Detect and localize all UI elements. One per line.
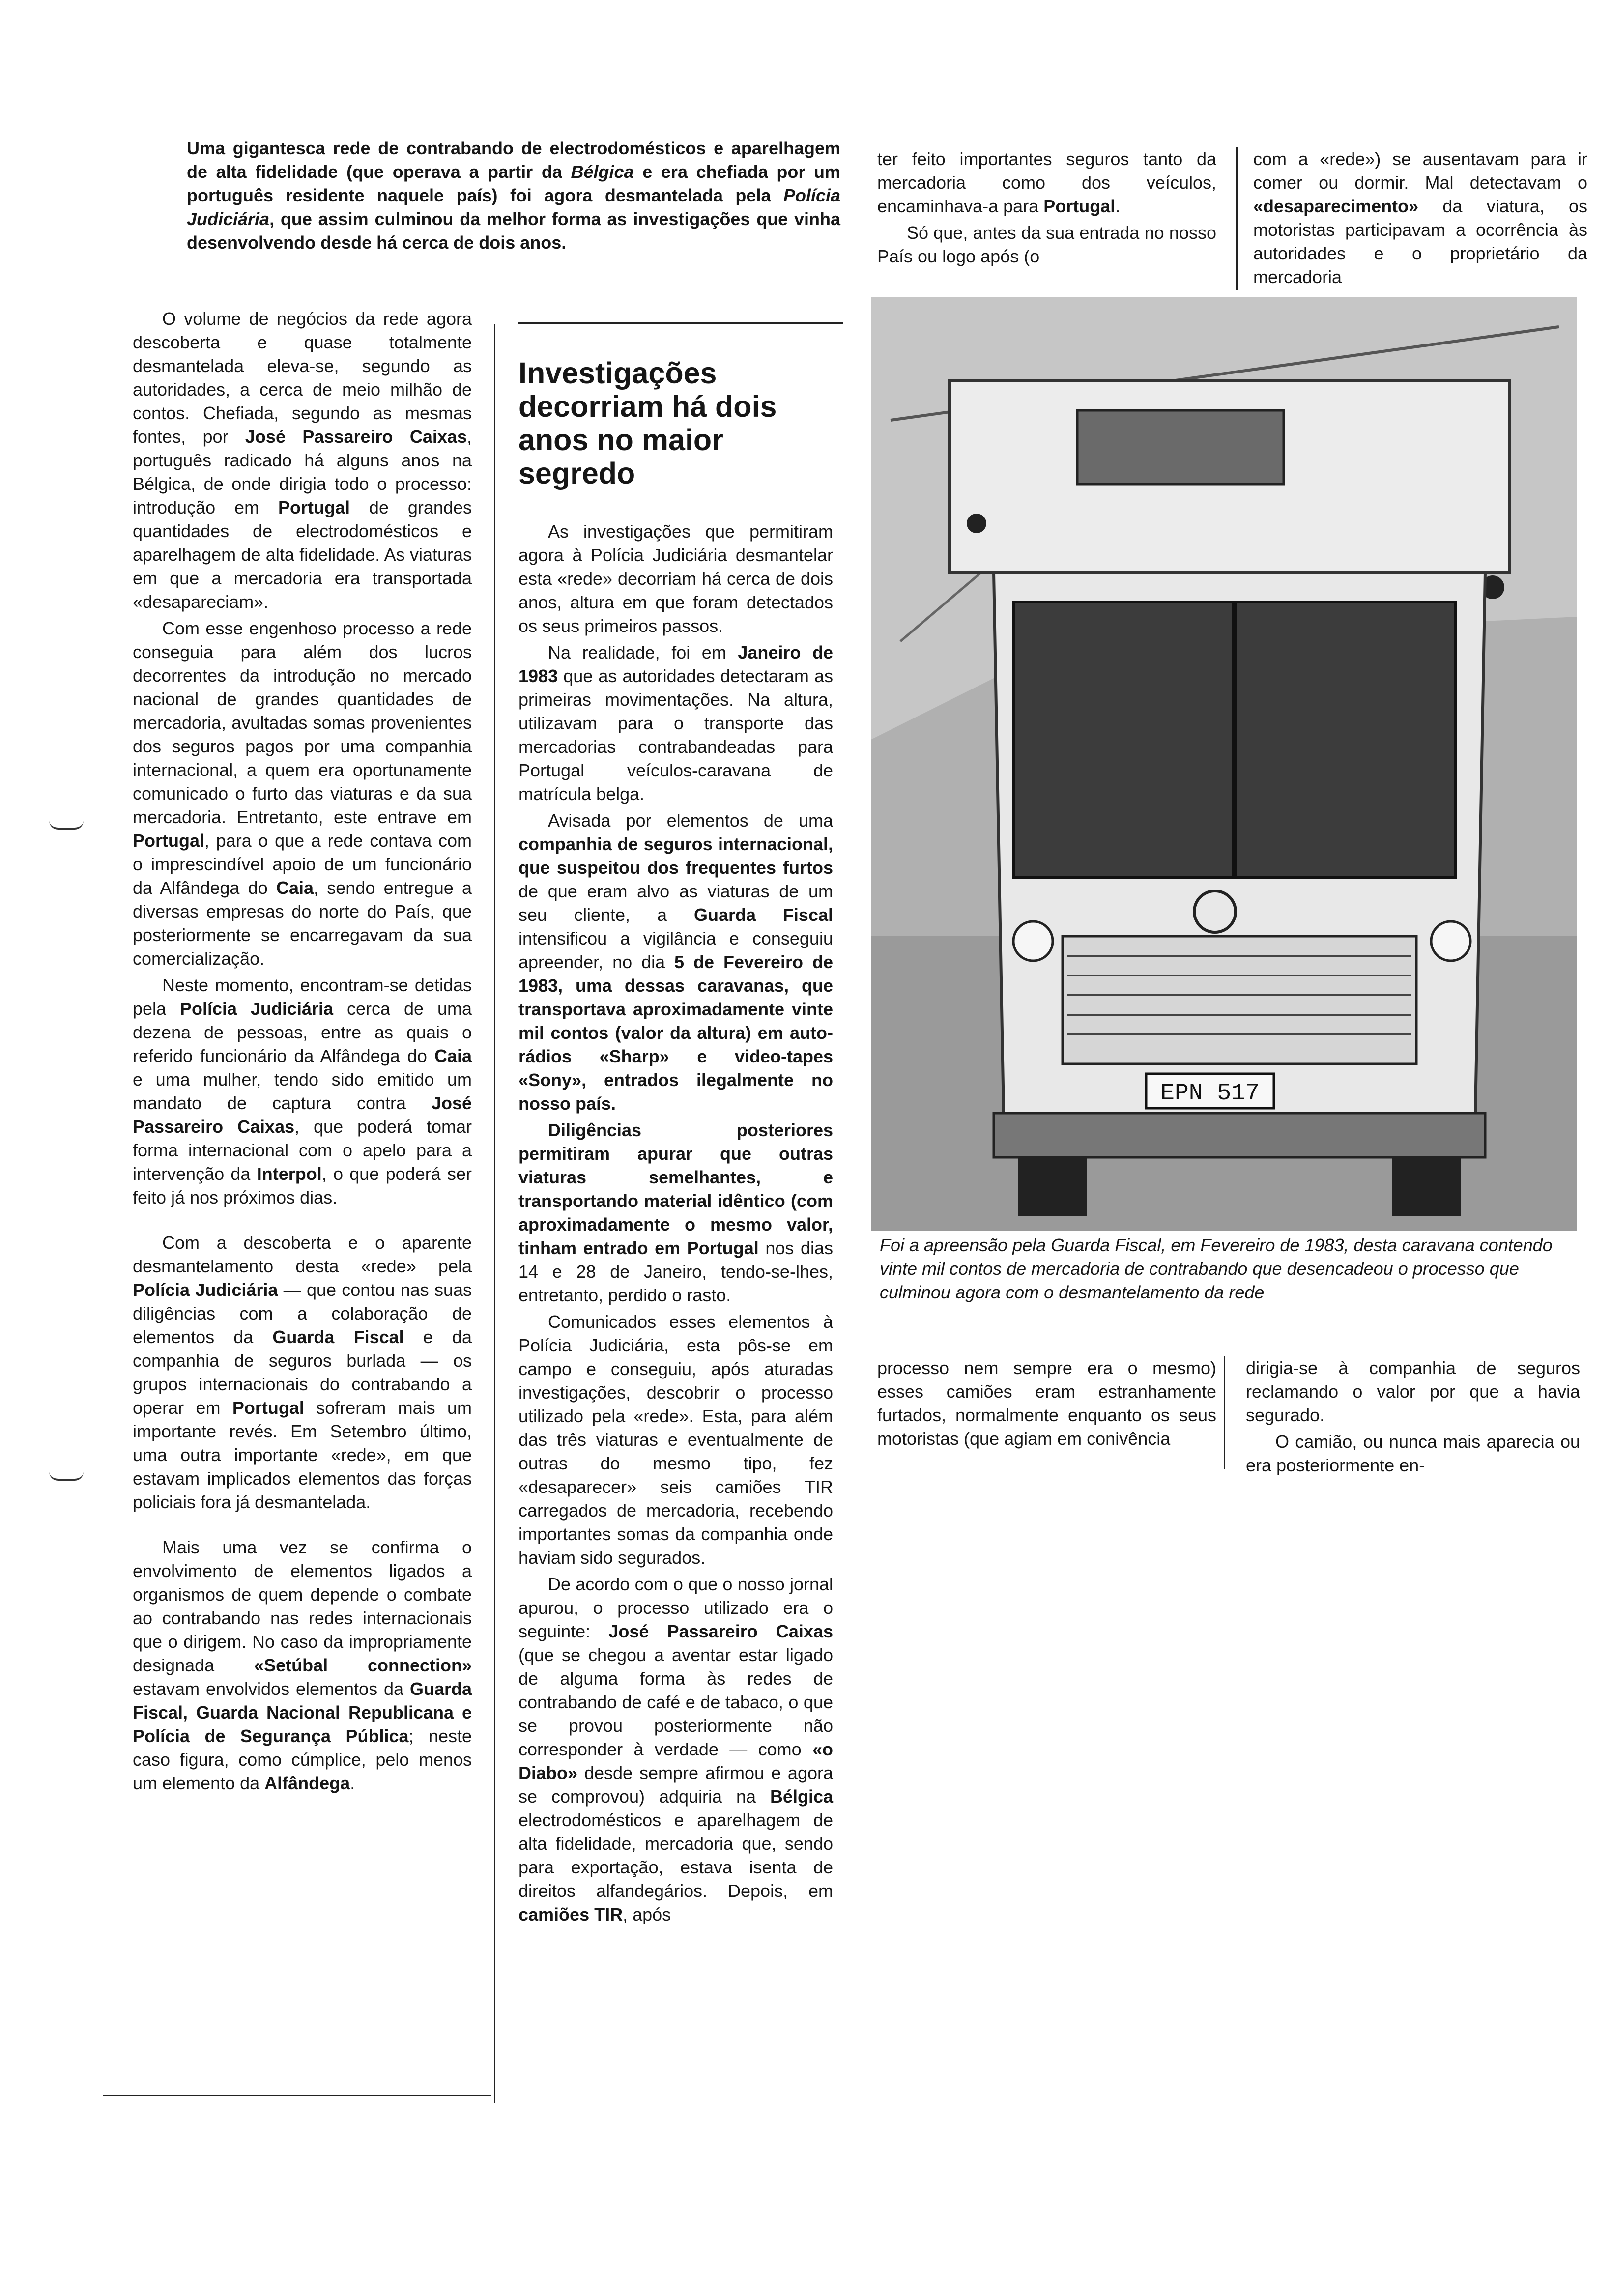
section-headline: Investigações decorriam há dois anos no maior segredo	[518, 356, 777, 490]
paragraph: Só que, antes da sua entrada no nosso País ou logo após (o	[877, 223, 1216, 266]
column-3-top	[877, 147, 1216, 268]
license-plate: EPN 517	[1160, 1080, 1260, 1107]
paragraph: De acordo com o que o nosso jornal apurou, o processo utilizado era o seguinte: José Passareiro Caixas (que se chegou a aventar estar ligado de alguma forma às redes de contrabando de café e de tabaco, o que se provou posteriormente não corresponder à verdade — como «o Diabo» desde sempre afirmou e agora se comprovou) adquiria na Bélgica electrodomésticos e aparelhagem de alta fidelidade, mercadoria que, sendo para exportação, estava isenta de direitos alfandegários. Depois, em camiões TIR, após	[518, 1574, 833, 1924]
column-divider	[1236, 147, 1238, 290]
column-divider	[1224, 1356, 1225, 1469]
paragraph: Neste momento, encontram-se detidas pela Polícia Judiciária cerca de uma dezena de pessoas, entre as quais o referido funcionário da Alfândega do Caia e uma mulher, tendo sido emitido um mandato de captura contra José Passareiro Caixas, que poderá tomar forma internacional com o apelo para a intervenção da Interpol, o que poderá ser feito já nos próximos dias.	[133, 975, 472, 1207]
paragraph: dirigia-se à companhia de seguros reclamando o valor por que a havia segurado.	[1246, 1358, 1580, 1425]
scan-line	[103, 2095, 491, 2096]
caravan-illustration	[871, 297, 1577, 1231]
paragraph: O camião, ou nunca mais aparecia ou era posteriormente en-	[1246, 1432, 1580, 1475]
paragraph: Mais uma vez se confirma o envolvimento de elementos ligados a organismos de quem depende o combate ao contrabando nas redes internacionais que o dirigem. No caso da impropriamente designada «Setúbal connection» estavam envolvidos elementos da Guarda Fiscal, Guarda Nacional Republicana e Polícia de Segurança Pública; neste caso figura, como cúmplice, pelo menos um elemento da Alfândega.	[133, 1537, 472, 1793]
photo-caption: Foi a apreensão pela Guarda Fiscal, em Fevereiro de 1983, desta caravana contendo vinte mil contos de mercadoria de contrabando que desencadeou o processo que culminou agora com o desmantelamento da rede	[880, 1235, 1553, 1302]
paragraph: As investigações que permitiram agora à Polícia Judiciária desmantelar esta «rede» decorriam há cerca de dois anos, altura em que foram detectados os seus primeiros passos.	[518, 521, 833, 636]
lead-belgica: Bélgica	[571, 162, 634, 182]
paragraph: Com a descoberta e o aparente desmantelamento desta «rede» pela Polícia Judiciária — que contou nas suas diligências com a colaboração de elementos da Guarda Fiscal e da companhia de seguros burlada — os grupos internacionais do contrabando a operar em Portugal sofreram mais um importante revés. Em Setembro último, uma outra importante «rede», em que estavam implicados elementos das forças policiais fora já desmantelada.	[133, 1233, 472, 1512]
paragraph: Diligências posteriores permitiram apurar que outras viaturas semelhantes, e transportando material idêntico (com aproximadamente o mesmo valor, tinham entrado em Portugal nos dias 14 e 28 de Janeiro, tendo-se-lhes, entretanto, perdido o rasto.	[518, 1120, 833, 1305]
paragraph: com a «rede») se ausentavam para ir comer ou dormir. Mal detectavam o «desaparecimento» da viatura, os motoristas participavam a ocorrência às autoridades e o proprietário da mercadoria	[1253, 149, 1587, 287]
paragraph: Na realidade, foi em Janeiro de 1983 que as autoridades detectaram as primeiras movimentações. Na altura, utilizavam para o transporte das mercadorias contrabandeadas para Portugal veículos-caravana de matrícula belga.	[518, 642, 833, 804]
column-1	[133, 307, 472, 1795]
lead-text: e era chefiada por um português residente naquele país) foi agora desmantelada pela	[187, 162, 840, 205]
lead-pj: Polícia Judiciária	[187, 185, 840, 229]
lead-text: Uma gigantesca rede de contrabando de electrodomésticos e aparelhagem de alta fidelidade (que operava a partir da	[187, 138, 840, 182]
scan-mark	[49, 1472, 84, 1481]
column-4-bottom	[1246, 1356, 1580, 1477]
lead-paragraph	[187, 137, 840, 255]
column-4-top	[1253, 147, 1587, 289]
headline-rule	[518, 322, 843, 324]
column-3-bottom	[877, 1356, 1216, 1451]
column-2	[518, 520, 833, 1926]
paragraph: Comunicados esses elementos à Polícia Judiciária, esta pôs-se em campo e conseguiu, após aturadas investigações, descobrir o processo utilizado pela «rede». Esta, para além das três viaturas e eventualmente de outras do mesmo tipo, fez «desaparecer» seis camiões TIR carregados de mercadoria, recebendo importantes somas da companhia onde haviam sido segurados.	[518, 1312, 833, 1568]
column-divider	[494, 324, 495, 2103]
paragraph: O volume de negócios da rede agora descoberta e quase totalmente desmantelada eleva-se, segundo as autoridades, a cerca de meio milhão de contos. Chefiada, segundo as mesmas fontes, por José Passareiro Caixas, português radicado há alguns anos na Bélgica, de onde dirigia todo o processo: introdução em Portugal de grandes quantidades de electrodomésticos e aparelhagem de alta fidelidade. As viaturas em que a mercadoria era transportada «desapareciam».	[133, 309, 472, 612]
paragraph: Avisada por elementos de uma companhia de seguros internacional, que suspeitou dos frequentes furtos de que eram alvo as viaturas de um seu cliente, a Guarda Fiscal intensificou a vigilância e conseguiu apreender, no dia 5 de Fevereiro de 1983, uma dessas caravanas, que transportava aproximadamente vinte mil contos (valor da altura) em auto-rádios «Sharp» e video-tapes «Sony», entrados ilegalmente no nosso país.	[518, 810, 833, 1114]
paragraph: ter feito importantes seguros tanto da mercadoria como dos veículos, encaminhava-a para Portugal.	[877, 149, 1216, 216]
caravan-photo	[871, 297, 1577, 1231]
scan-mark	[49, 821, 84, 830]
paragraph: Com esse engenhoso processo a rede conseguia para além dos lucros decorrentes da introdução no mercado nacional de grandes quantidades de mercadoria, avultadas somas provenientes dos seguros pagos por uma companhia internacional, a quem era oportunamente comunicado o furto das viaturas e da sua mercadoria. Entretanto, este entrave em Portugal, para o que a rede contava com o imprescindível apoio de um funcionário da Alfândega do Caia, sendo entregue a diversas empresas do norte do País, que posteriormente se encarregavam da sua comercialização.	[133, 618, 472, 969]
paragraph: processo nem sempre era o mesmo) esses camiões eram estranhamente furtados, normalmente enquanto os seus motoristas (que agiam em conivência	[877, 1358, 1216, 1449]
lead-text: , que assim culminou da melhor forma as investigações que vinha desenvolvendo desde há cerca de dois anos.	[187, 209, 840, 253]
